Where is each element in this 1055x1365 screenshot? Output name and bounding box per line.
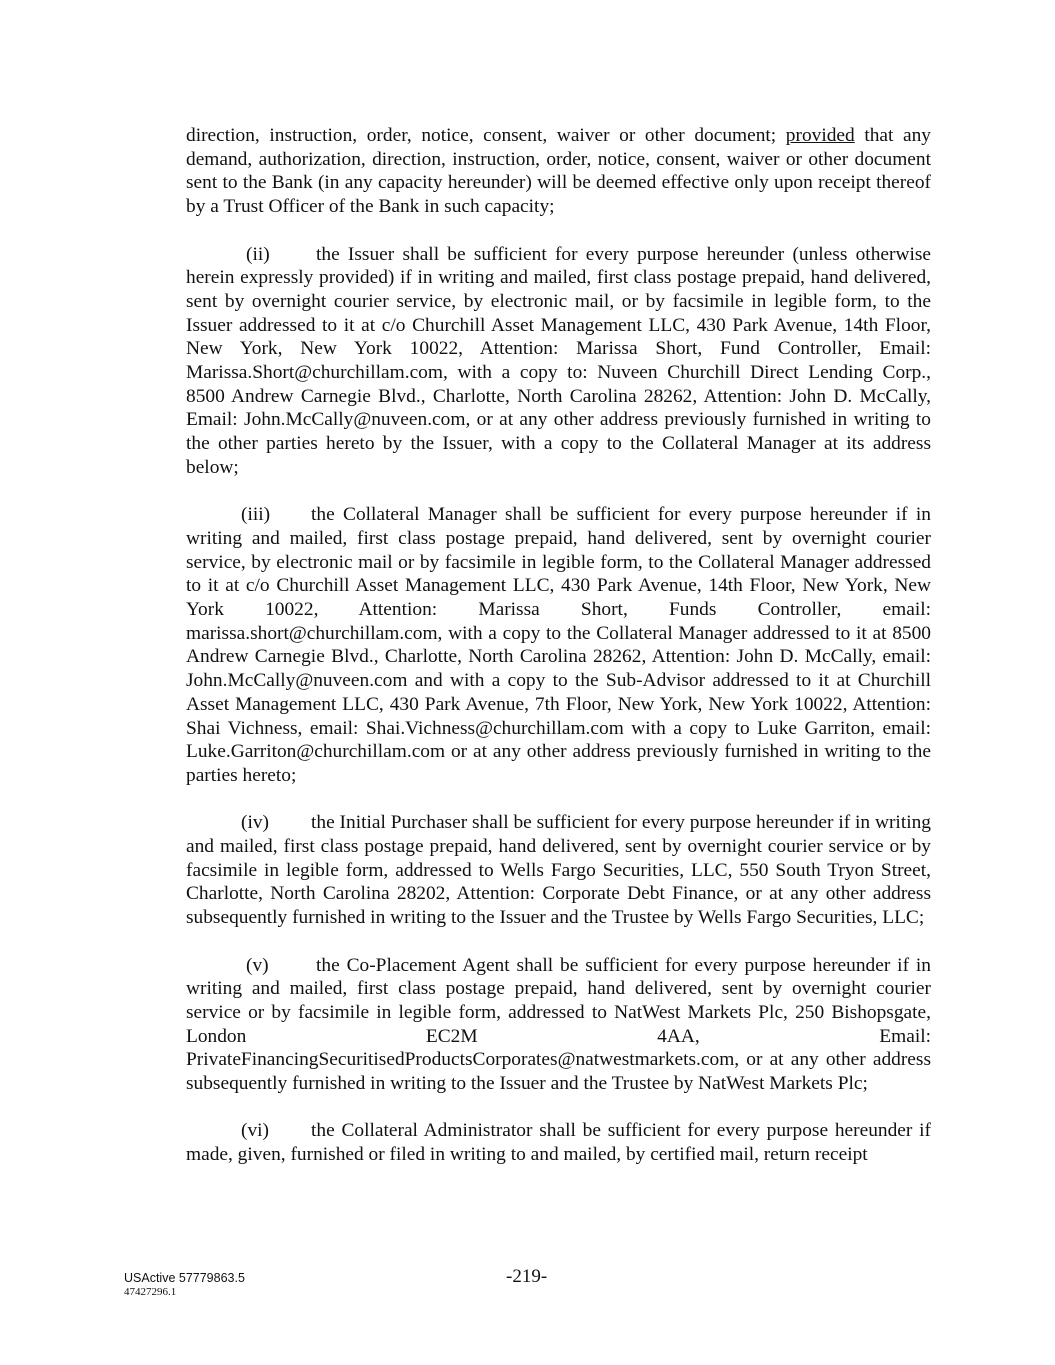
clause-ii — [186, 243, 931, 480]
clause-iv-text: the Initial Purchaser shall be sufficient for every purpose hereunder if in writing and mailed, first class postage prepaid, hand delivered, sent by overnight courier service or by facsimile in legible form, addressed to Wells Fargo Securities, LLC, 550 South Tryon Street, Charlotte, North Carolina 28202, Attention: Corporate Debt Finance, or at any other address subsequently furnished in writing to the Issuer and the Trustee by Wells Fargo Securities, LLC; — [186, 812, 931, 929]
page-number: -219- — [506, 1266, 548, 1287]
footer-document-ids — [124, 1271, 245, 1299]
intro-text-after: that any demand, authorization, direction, instruction, order, notice, consent, waiver or other document sent to the Bank (in any capacity hereunder) will be deemed effective only upon receipt thereof by a Trust Officer of the Bank in such capacity; — [186, 125, 931, 218]
clause-v-text: the Co-Placement Agent shall be sufficient for every purpose hereunder if in writing and mailed, first class postage prepaid, hand delivered, sent by overnight courier service or by facsimile in legible form, addressed to NatWest Markets Plc, 250 Bishopsgate, London EC2M 4AA, Email: PrivateFinancingSecuritisedProductsCorporates@natwestmarkets.com, or at any other address subsequently furnished in writing to the Issuer and the Trustee by NatWest Markets Plc; — [186, 954, 931, 1095]
clause-iv — [186, 811, 931, 930]
clause-vi-text: the Collateral Administrator shall be sufficient for every purpose hereunder if made, given, furnished or filed in writing to and mailed, by certified mail, return receipt — [186, 1120, 931, 1166]
clause-v-label: (v) — [246, 954, 269, 976]
clause-iii — [186, 503, 931, 787]
clause-v — [186, 954, 931, 1096]
footer-doc-id: USActive 57779863.5 — [124, 1271, 245, 1285]
intro-text-before: direction, instruction, order, notice, consent, waiver or other document; — [186, 125, 786, 146]
clause-vi-label: (vi) — [241, 1120, 269, 1142]
clause-ii-label: (ii) — [246, 243, 270, 265]
clause-iv-label: (iv) — [241, 812, 269, 834]
clause-iii-label: (iii) — [241, 504, 271, 526]
document-body — [186, 124, 931, 1191]
clause-vi — [186, 1119, 931, 1166]
footer-sub-id: 47427296.1 — [124, 1286, 177, 1298]
clause-iii-text: the Collateral Manager shall be sufficient for every purpose hereunder if in writing and mailed, first class postage prepaid, hand delivered, sent by overnight courier service, by electronic mail or by facsimile in legible form, to the Collateral Manager addressed to it at c/o Churchill Asset Management LLC, 430 Park Avenue, 14th Floor, New York, New York 10022, Attention: Marissa Short, Funds Controller, email: marissa.short@churchillam.com, with a copy to the Collateral Manager addressed to it at 8500 Andrew Carnegie Blvd., Charlotte, North Carolina 28262, Attention: John D. McCally, email: John.McCally@nuveen.com and with a copy to the Sub-Advisor addressed to it at Churchill Asset Management LLC, 430 Park Avenue, 7th Floor, New York, New York 10022, Attention: Shai Vichness, email: Shai.Vichness@churchillam.com with a copy to Luke Garriton, email: Luke.Garriton@churchillam.com or at any other address previously furnished in writing to the parties hereto; — [186, 504, 931, 786]
provided-underlined-term: provided — [785, 125, 855, 146]
clause-ii-text: the Issuer shall be sufficient for every purpose hereunder (unless otherwise herein expressly provided) if in writing and mailed, first class postage prepaid, hand delivered, sent by overnight courier service, by electronic mail, or by facsimile in legible form, to the Issuer addressed to it at c/o Churchill Asset Management LLC, 430 Park Avenue, 14th Floor, New York, New York 10022, Attention: Marissa Short, Fund Controller, Email: Marissa.Short@churchillam.com, with a copy to: Nuveen Churchill Direct Lending Corp., 8500 Andrew Carnegie Blvd., Charlotte, North Carolina 28262, Attention: John D. McCally, Email: John.McCally@nuveen.com, or at any other address previously furnished in writing to the other parties hereto by the Issuer, with a copy to the Collateral Manager at its address below; — [186, 243, 931, 478]
intro-paragraph — [186, 124, 931, 219]
